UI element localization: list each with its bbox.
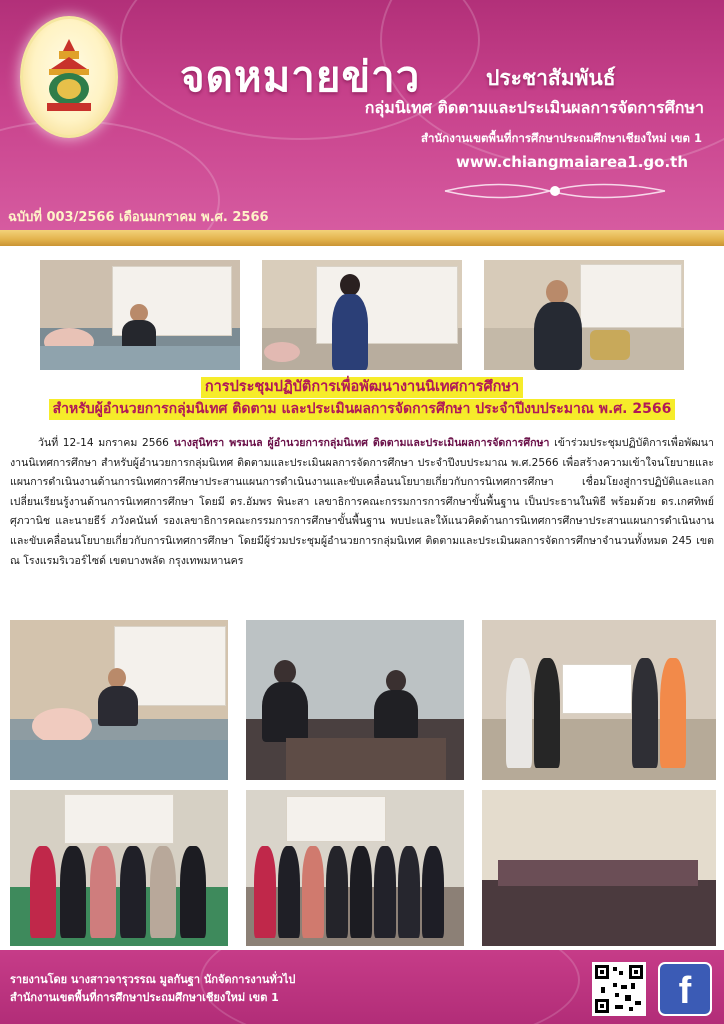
headline-line-1: การประชุมปฏิบัติการเพื่อพัฒนางานนิเทศการศึกษา [201, 377, 523, 398]
reporter-office: สำนักงานเขตพื้นที่การศึกษาประถมศึกษาเชียงใหม่ เขต 1 [10, 991, 279, 1004]
body-text-part-1: วันที่ 12-14 มกราคม 2566 [38, 437, 174, 449]
body-text-part-2: เข้าร่วมประชุมปฏิบัติการเพื่อพัฒนางานนิเทศการศึกษา สำหรับผู้อำนวยการกลุ่มนิเทศ ติดตามและประเมินผลการจัดการศึกษา ประจำปีงบประมาณ พ.ศ.2566 เพื่อสร้างความเข้าใจนโยบายและแผนการดำเนินงานด้านการนิเทศการศึกษาประสานแผนการดำเนินงานและขับเคลื่อนนโยบายเกี่ยวกับการนิเทศการศึกษา เชื่อมโยงสู่การปฏิบัติและแลกเปลี่ยนเรียนรู้งานด้านการนิเทศการศึกษา โดยมี ดร.อัมพร พินะสา เลขาธิการคณะกรรมการการศึกษาขั้นพื้นฐาน เป็นประธานในพิธี พร้อมด้วย ดร.เกศทิพย์ ศุภวานิช และนายธีร์ ภวังคนันท์ รองเลขาธิการคณะกรรมการการศึกษาขั้นพื้นฐาน พบปะและให้แนวคิดด้านการนิเทศการศึกษาประสานแผนการดำเนินงานและขับเคลื่อนนโยบายเกี่ยวกับการนิเทศการศึกษา โดยมีผู้ร่วมประชุมผู้อำนวยการกลุ่มนิเทศ ติดตามและประเมินผลการจัดการศึกษาจำนวนทั้งหมด 245 เขต ณ โรงแรมริเวอร์ไซด์ เขตบางพลัด กรุงเทพมหานคร [10, 437, 714, 567]
headline-line-2: สำหรับผู้อำนวยการกลุ่มนิเทศ ติดตาม และประเมินผลการจัดการศึกษา ประจำปีงบประมาณ พ.ศ. 2566 [49, 399, 676, 420]
group-name: กลุ่มนิเทศ ติดตามและประเมินผลการจัดการศึกษา [364, 98, 704, 117]
newsletter-subtitle: ประชาสัมพันธ์ [486, 66, 616, 90]
article-headline [0, 376, 724, 420]
photo-presenter-laptop [10, 620, 228, 780]
photo-women-holding-chart [482, 620, 716, 780]
director-name: นางสุนิทรา พรมนล ผู้อำนวยการกลุ่มนิเทศ ติดตามและประเมินผลการจัดการศึกษา [173, 437, 550, 449]
qr-code-icon[interactable] [592, 962, 646, 1016]
obec-logo [20, 16, 118, 138]
newsletter-title: จดหมายข่าว [180, 52, 421, 101]
newsletter-header [0, 0, 724, 230]
ornament-divider [440, 176, 670, 206]
facebook-icon[interactable]: f [658, 962, 712, 1016]
office-name: สำนักงานเขตพื้นที่การศึกษาประถมศึกษาเชียงใหม่ เขต 1 [420, 131, 702, 145]
reporter-credit: รายงานโดย นางสาวจารุวรรณ มูลกันฐา นักจัดการงานทั่วไป [10, 973, 296, 986]
photo-group-center [246, 790, 464, 946]
photo-meeting-attendees [246, 620, 464, 780]
emblem-icon [37, 37, 101, 117]
photo-woman-speaking [262, 260, 462, 370]
newsletter-footer [0, 950, 724, 1024]
photo-conference-hall [482, 790, 716, 946]
photo-group-left [10, 790, 228, 946]
issue-number: ฉบับที่ 003/2566 เดือนมกราคม พ.ศ. 2566 [8, 210, 269, 225]
article-body [10, 434, 714, 571]
photo-man-speaking [484, 260, 684, 370]
website-link[interactable]: www.chiangmaiarea1.go.th [456, 153, 688, 171]
photo-speaker-podium [40, 260, 240, 370]
gold-band [0, 230, 724, 246]
